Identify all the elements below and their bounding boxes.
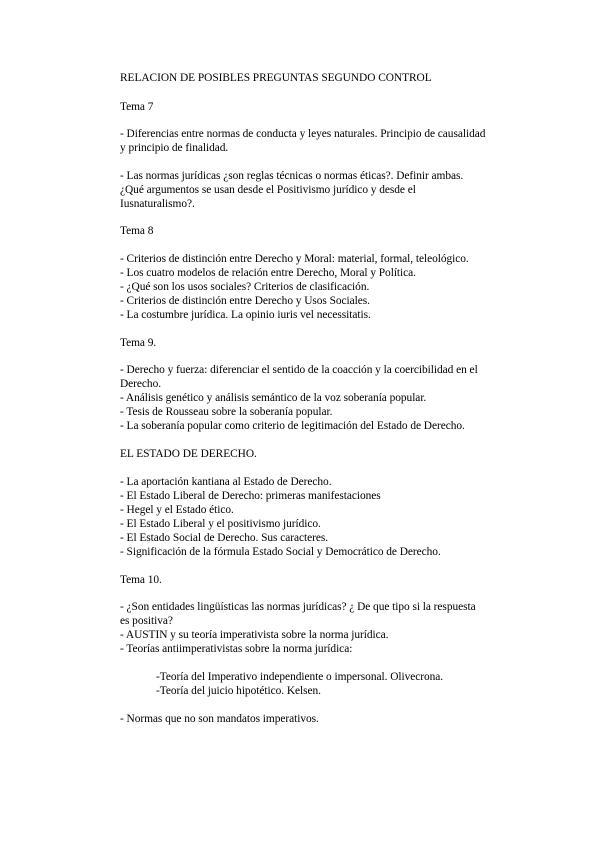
tema10-line: - Normas que no son mandatos imperativos. — [120, 713, 319, 725]
tema9-line: - Análisis genético y análisis semántico de la voz soberanía popular. — [120, 392, 427, 404]
tema7-heading: Tema 7 — [120, 101, 154, 113]
estado-line: - Significación de la fórmula Estado Social y Democrático de Derecho. — [120, 546, 441, 558]
estado-line: - El Estado Liberal de Derecho: primeras manifestaciones — [120, 490, 381, 502]
tema9-line: - La soberanía popular como criterio de legitimación del Estado de Derecho. — [120, 420, 465, 432]
estado-line: - El Estado Social de Derecho. Sus caracteres. — [120, 532, 329, 544]
tema7-line: - Las normas jurídicas ¿son reglas técnicas o normas éticas?. Definir ambas. — [120, 170, 464, 182]
tema9-line: Derecho. — [120, 378, 162, 390]
tema8-heading: Tema 8 — [120, 225, 154, 237]
estado-line: - Hegel y el Estado ético. — [120, 504, 234, 516]
tema7-line: y principio de finalidad. — [120, 142, 229, 154]
tema9-line: - Derecho y fuerza: diferenciar el sentido de la coacción y la coercibilidad en el — [120, 364, 478, 376]
tema7-line: Iusnaturalismo?. — [120, 198, 195, 210]
tema10-subitem: -Teoría del juicio hipotético. Kelsen. — [156, 685, 321, 697]
tema10-line: - ¿Son entidades lingüísticas las normas jurídicas? ¿ De que tipo si la respuesta — [120, 601, 476, 613]
tema10-line: es positiva? — [120, 615, 173, 627]
tema9-heading: Tema 9. — [120, 337, 157, 349]
tema8-line: - Los cuatro modelos de relación entre Derecho, Moral y Política. — [120, 267, 416, 279]
tema9-line: - Tesis de Rousseau sobre la soberanía popular. — [120, 406, 333, 418]
tema8-line: - ¿Qué son los usos sociales? Criterios de clasificación. — [120, 281, 370, 293]
estado-heading: EL ESTADO DE DERECHO. — [120, 448, 257, 460]
tema8-line: - Criterios de distinción entre Derecho y Usos Sociales. — [120, 295, 370, 307]
tema7-line: - Diferencias entre normas de conducta y leyes naturales. Principio de causalidad — [120, 128, 486, 140]
estado-line: - El Estado Liberal y el positivismo jurídico. — [120, 518, 321, 530]
tema7-line: ¿Qué argumentos se usan desde el Positivismo jurídico y desde el — [120, 184, 416, 196]
tema8-line: - La costumbre jurídica. La opinio iuris vel necessitatis. — [120, 309, 371, 321]
estado-line: - La aportación kantiana al Estado de Derecho. — [120, 476, 332, 488]
document-title: RELACION DE POSIBLES PREGUNTAS SEGUNDO CONTROL — [120, 72, 432, 84]
tema10-line: - Teorías antiimperativistas sobre la norma jurídica: — [120, 643, 353, 655]
tema10-heading: Tema 10. — [120, 574, 162, 586]
tema8-line: - Criterios de distinción entre Derecho y Moral: material, formal, teleológico. — [120, 253, 469, 265]
tema10-subitem: -Teoría del Imperativo independiente o impersonal. Olivecrona. — [156, 671, 444, 683]
tema10-line: - AUSTIN y su teoría imperativista sobre la norma jurídica. — [120, 629, 389, 641]
